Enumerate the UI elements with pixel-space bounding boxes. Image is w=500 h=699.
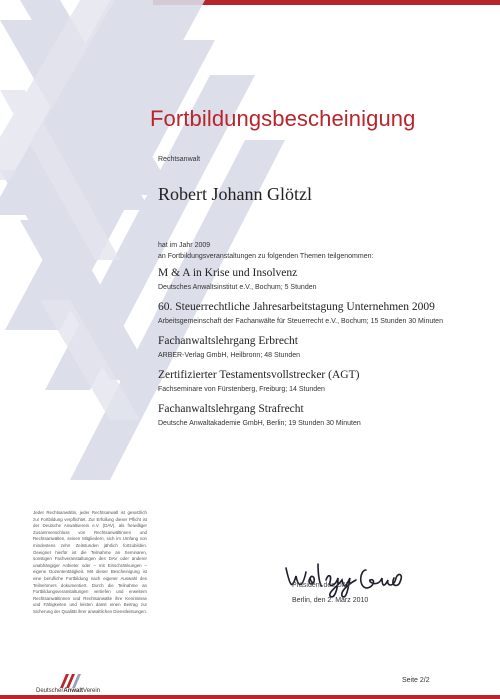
logo-bold: Anwalt bbox=[63, 688, 84, 694]
recipient-name: Robert Johann Glötzl bbox=[158, 184, 312, 204]
signature-image bbox=[282, 556, 412, 602]
course-title: M & A in Krise und Insolvenz bbox=[158, 267, 298, 279]
list-item bbox=[158, 334, 478, 361]
logo-prefix: Deutscher bbox=[36, 688, 64, 694]
certificate-title: Fortbildungsbescheinigung bbox=[150, 106, 416, 131]
signature-label: Präsident des DAV bbox=[292, 582, 351, 589]
course-detail: Deutsches Anwaltsinstitut e.V., Bochum; 5 Stunden bbox=[158, 284, 317, 291]
list-item bbox=[158, 368, 478, 395]
bottom-accent-bar bbox=[0, 695, 500, 699]
course-title: Zertifizierter Testamentsvollstrecker (AGT) bbox=[158, 369, 360, 381]
intro-text bbox=[158, 240, 373, 262]
course-title: Fachanwaltslehrgang Erbrecht bbox=[158, 335, 298, 347]
course-title: Fachanwaltslehrgang Strafrecht bbox=[158, 403, 304, 415]
list-item bbox=[158, 266, 478, 293]
logo-suffix: Verein bbox=[83, 688, 101, 694]
course-detail: Deutsche Anwaltakademie GmbH, Berlin; 19 Stunden 30 Minuten bbox=[158, 420, 361, 427]
list-item bbox=[158, 300, 478, 327]
role-label: Rechtsanwalt bbox=[158, 156, 201, 163]
course-list bbox=[158, 266, 478, 436]
course-detail: Fachseminare von Fürstenberg, Freiburg; 14 Stunden bbox=[158, 386, 325, 393]
course-detail: Arbeitsgemeinschaft der Fachanwälte für Steuerrecht e.V., Bochum; 15 Stunden 30 Minuten bbox=[158, 318, 443, 325]
course-detail: ARBER-Verlag GmbH, Heilbronn; 48 Stunden bbox=[158, 352, 301, 359]
intro-line-1: hat im Jahr 2009 bbox=[158, 242, 211, 249]
page-number: Seite 2/2 bbox=[402, 677, 430, 684]
intro-line-2: an Fortbildungsveranstaltungen zu folgenden Themen teilgenommen: bbox=[158, 253, 374, 260]
list-item bbox=[158, 402, 478, 429]
dav-logo-text bbox=[36, 688, 100, 694]
fortbildung-note: Jeder Rechtsanwältin, jeder Rechtsanwalt ist gesetzlich zur Fortbildung verpflichtet. Zur Erfüllung dieser Pflicht ist der Deutsche Anwaltverein e.V. (DAV), als freiwilliger Zusammenschluss von Rechtsanwältinnen und Rechtsanwälten, seinen Mitgliedern, sich im Umfang von mindestens zehn Zeitstunden jährlich fortzubilden. Geeignet hierfür ist die Teilnahme an Seminaren, sonstigen Fachveranstaltungen des DAV oder anderer unabhängiger Anbieter oder – mit Einschränkungen – eigene Dozententätigkeit. Mit dieser Bescheinigung ist eine berufliche Fortbildung nach eigener Auswahl des Teilnehmers dokumentiert. Durch die Teilnahme an Fortbildungsveranstaltungen vertiefen und erweitern Rechtsanwältinnen und Rechtsanwälte ihre Kenntnisse und Fähigkeiten und leisten damit einen Beitrag zur Sicherung der Qualität ihrer anwaltlichen Dienstleistungen. bbox=[33, 510, 147, 614]
course-title: 60. Steuerrechtliche Jahresarbeitstagung Unternehmen 2009 bbox=[158, 301, 435, 313]
place-date: Berlin, den 2. März 2010 bbox=[292, 597, 369, 604]
